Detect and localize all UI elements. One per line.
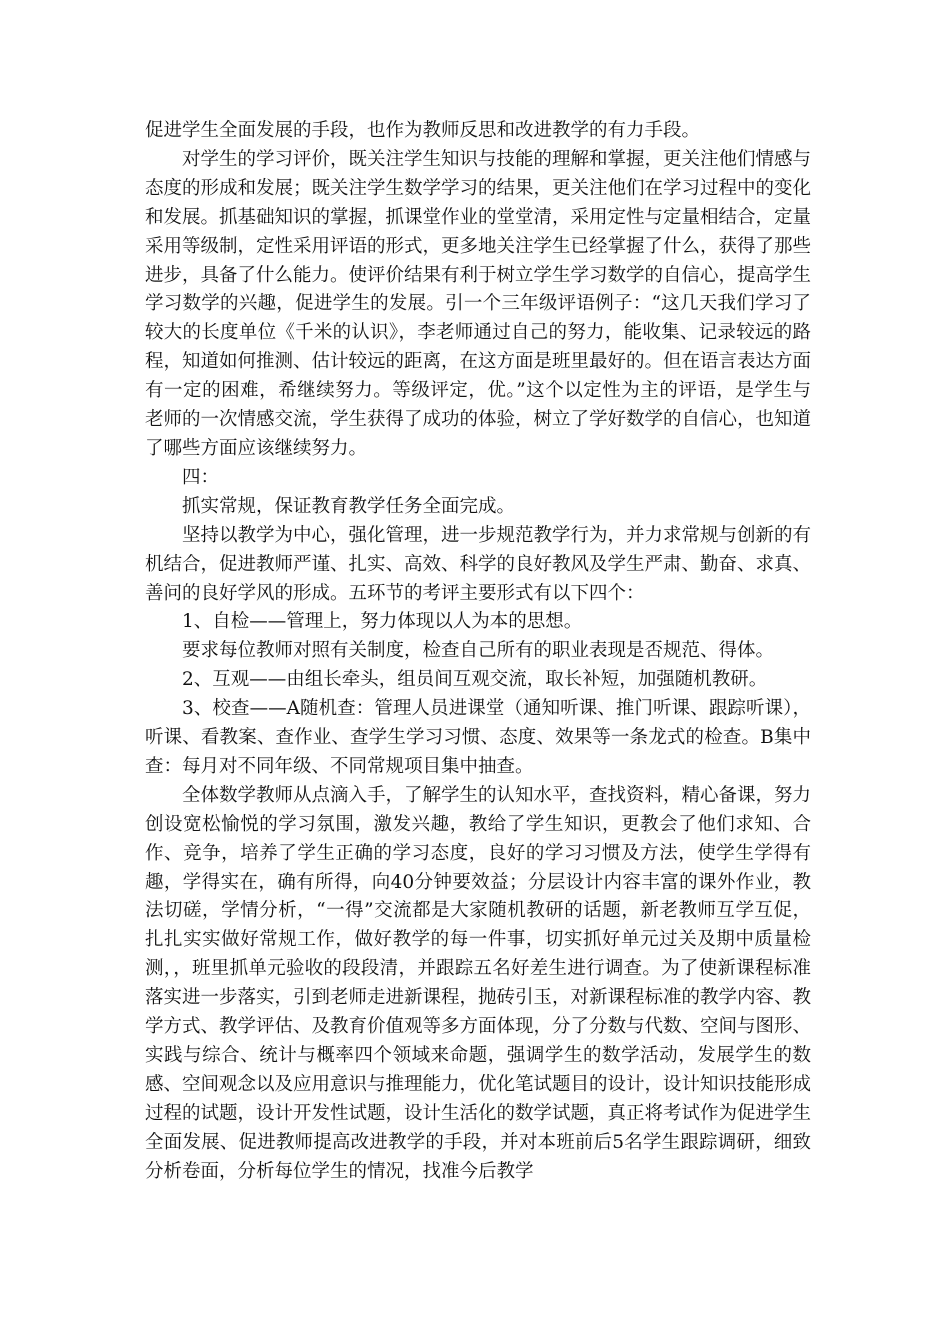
paragraph-3-section-heading: 四： xyxy=(182,466,220,488)
paragraph-7: 要求每位教师对照有关制度，检查自己所有的职业表现是否规范、得体。 xyxy=(182,640,775,662)
paragraph-5: 坚持以教学为中心，强化管理，进一步规范教学行为，并力求常规与创新的有机结合，促进教师严谨、扎实、高效、科学的良好教风及学生严肃、勤奋、求真、善问的良好学风的形成。五环节的考评主要形式有以下四个： xyxy=(145,524,812,604)
document-body xyxy=(145,117,811,1187)
paragraph-2: 对学生的学习评价，既关注学生知识与技能的理解和掌握，更关注他们情感与态度的形成和发展；既关注学生数学学习的结果，更关注他们在学习过程中的变化和发展。抓基础知识的掌握，抓课堂作业的堂堂清，采用定性与定量相结合，定量采用等级制，定性采用评语的形式，更多地关注学生已经掌握了什么，获得了那些进步，具备了什么能力。使评价结果有利于树立学生学习数学的自信心，提高学生学习数学的兴趣，促进学生的发展。引一个三年级评语例子：“这几天我们学习了较大的长度单位《千米的认识》，李老师通过自己的努力，能收集、记录较远的路程，知道如何推测、估计较远的距离，在这方面是班里最好的。但在语言表达方面有一定的困难，希继续努力。等级评定，优。”这个以定性为主的评语，是学生与老师的一次情感交流，学生获得了成功的体验，树立了学好数学的自信心，也知道了哪些方面应该继续努力。 xyxy=(145,148,812,459)
paragraph-8: 2、互观——由组长牵头，组员间互观交流，取长补短，加强随机教研。 xyxy=(182,669,768,691)
paragraph-1: 促进学生全面发展的手段，也作为教师反思和改进教学的有力手段。 xyxy=(145,120,701,141)
paragraph-4: 抓实常规，保证教育教学任务全面完成。 xyxy=(182,495,516,517)
paragraph-6: 1、自检——管理上，努力体现以人为本的思想。 xyxy=(182,611,583,633)
paragraph-9: 3、校查——A随机查：管理人员进课堂（通知听课、推门听课、跟踪听课），听课、看教案、查作业、查学生学习习惯、态度、效果等一条龙式的检查。B集中查：每月对不同年级、不同常规项目集中抽查。 xyxy=(145,698,811,777)
paragraph-10: 全体数学教师从点滴入手，了解学生的认知水平，查找资料，精心备课，努力创设宽松愉悦的学习氛围，激发兴趣，教给了学生知识，更教会了他们求知、合作、竞争，培养了学生正确的学习态度，良好的学习习惯及方法，使学生学得有趣，学得实在，确有所得，向40分钟要效益；分层设计内容丰富的课外作业，教法切磋，学情分析，“一得”交流都是大家随机教研的话题，新老教师互学互促，扎扎实实做好常规工作，做好教学的每一件事，切实抓好单元过关及期中质量检测，，班里抓单元验收的段段清，并跟踪五名好差生进行调查。为了使新课程标准落实进一步落实，引到老师走进新课程，抛砖引玉，对新课程标准的教学内容、教学方式、教学评估、及教育价值观等多方面体现，分了分数与代数、空间与图形、实践与综合、统计与概率四个领域来命题，强调学生的数学活动，发展学生的数感、空间观念以及应用意识与推理能力，优化笔试题目的设计，设计知识技能形成过程的试题，设计开发性试题，设计生活化的数学试题，真正将考试作为促进学生全面发展、促进教师提高改进教学的手段，并对本班前后5名学生跟踪调研，细致分析卷面，分析每位学生的情况，找准今后教学 xyxy=(145,784,812,1182)
